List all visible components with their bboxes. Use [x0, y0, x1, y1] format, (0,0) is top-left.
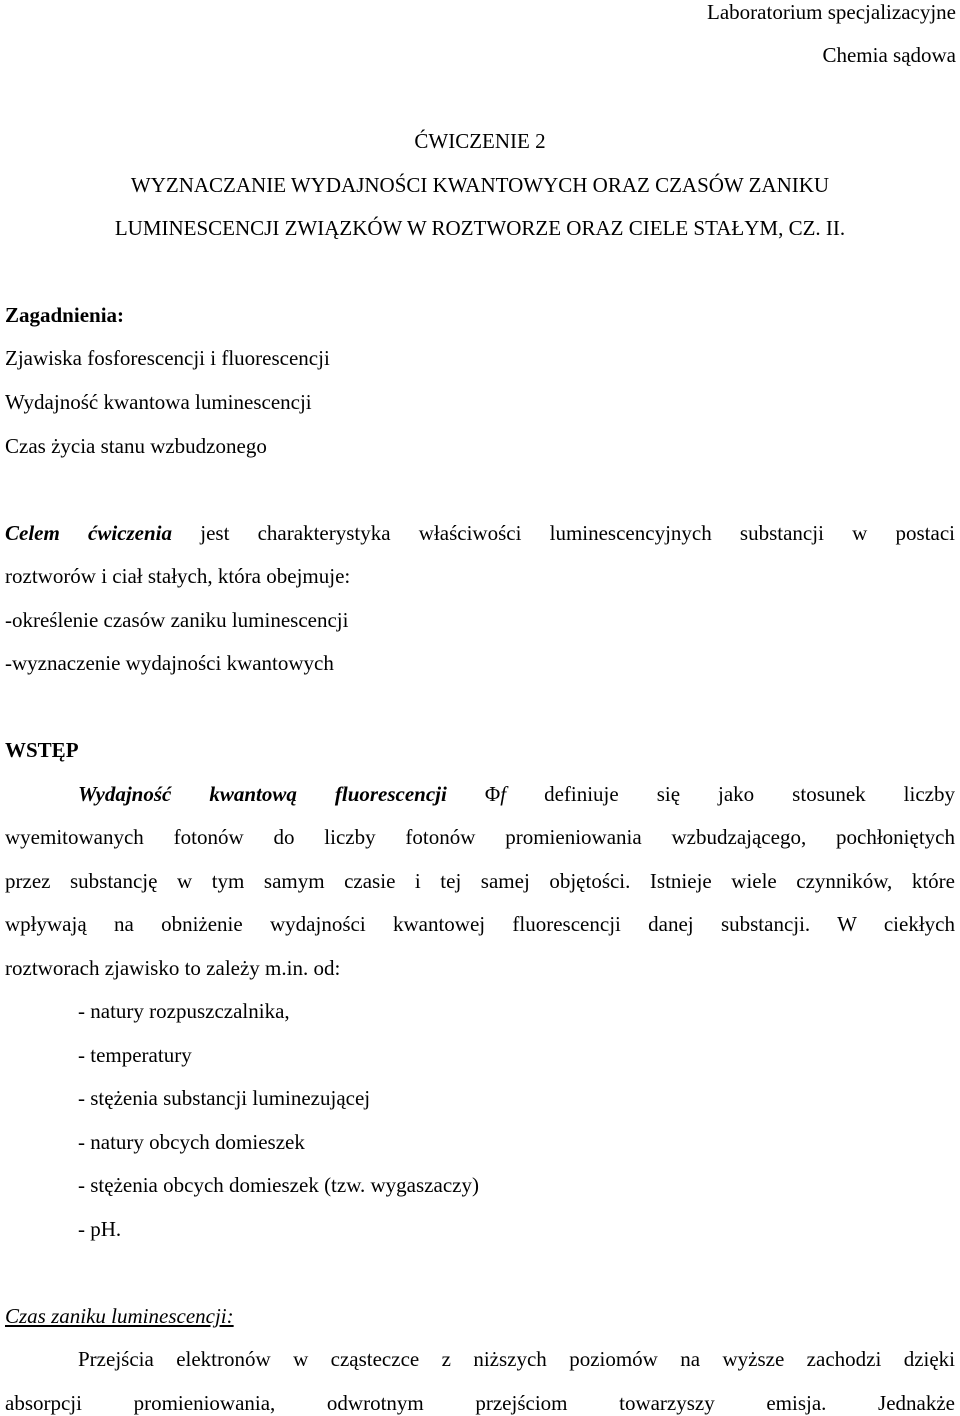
- topics-heading: Zagadnienia:: [5, 303, 125, 327]
- factor-item: - natury obcych domieszek: [78, 1130, 305, 1154]
- intro-line-1: [78, 784, 955, 805]
- intro-heading: WSTĘP: [5, 738, 79, 762]
- aim-lead: Celem ćwiczenia: [5, 521, 173, 545]
- exercise-number: ĆWICZENIE 2: [414, 129, 546, 153]
- topic-item: Czas życia stanu wzbudzonego: [5, 434, 267, 458]
- title-line-1: WYZNACZANIE WYDAJNOŚCI KWANTOWYCH ORAZ CZASÓW ZANIKU: [130, 173, 830, 197]
- factor-item: - temperatury: [78, 1043, 192, 1067]
- phi-subscript: f: [500, 782, 507, 806]
- factor-item: - stężenia obcych domieszek (tzw. wygaszaczy): [78, 1173, 479, 1197]
- intro-line-4: wpływają na obniżenie wydajności kwantowej fluorescencji danej substancji. W ciekłych: [5, 912, 955, 936]
- decay-line-1: Przejścia elektronów w cząsteczce z niższych poziomów na wyższe zachodzi dzięki: [78, 1347, 955, 1371]
- aim-line-1: [5, 523, 955, 544]
- header-course: Laboratorium specjalizacyjne: [707, 0, 956, 24]
- topic-item: Zjawiska fosforescencji i fluorescencji: [5, 346, 330, 370]
- factor-item: - natury rozpuszczalnika,: [78, 999, 290, 1023]
- aim-item: -wyznaczenie wydajności kwantowych: [5, 651, 334, 675]
- aim-line-1-text: jest charakterystyka właściwości luminescencyjnych substancji w postaci: [172, 521, 955, 545]
- intro-line-1-text: definiuje się jako stosunek liczby: [506, 782, 955, 806]
- factor-item: - pH.: [78, 1217, 122, 1241]
- aim-line-2: roztworów i ciał stałych, która obejmuje:: [5, 564, 351, 588]
- decay-line-2: absorpcji promieniowania, odwrotnym przejściom towarzyszy emisja. Jednakże: [5, 1391, 955, 1415]
- aim-item: -określenie czasów zaniku luminescencji: [5, 608, 349, 632]
- intro-term: Wydajność kwantową fluorescencji: [78, 782, 447, 806]
- intro-line-5: roztworach zjawisko to zależy m.in. od:: [5, 956, 341, 980]
- phi-symbol: Φ: [484, 782, 501, 806]
- decay-heading: Czas zaniku luminescencji:: [5, 1304, 234, 1328]
- topic-item: Wydajność kwantowa luminescencji: [5, 390, 312, 414]
- intro-line-2: wyemitowanych fotonów do liczby fotonów promieniowania wzbudzającego, pochłoniętych: [5, 825, 955, 849]
- factor-item: - stężenia substancji luminezującej: [78, 1086, 371, 1110]
- header-subject: Chemia sądowa: [822, 43, 956, 67]
- title-line-2: LUMINESCENCJI ZWIĄZKÓW W ROZTWORZE ORAZ CIELE STAŁYM, CZ. II.: [114, 216, 846, 240]
- intro-line-3: przez substancję w tym samym czasie i tej samej objętości. Istnieje wiele czynników, które: [5, 869, 955, 893]
